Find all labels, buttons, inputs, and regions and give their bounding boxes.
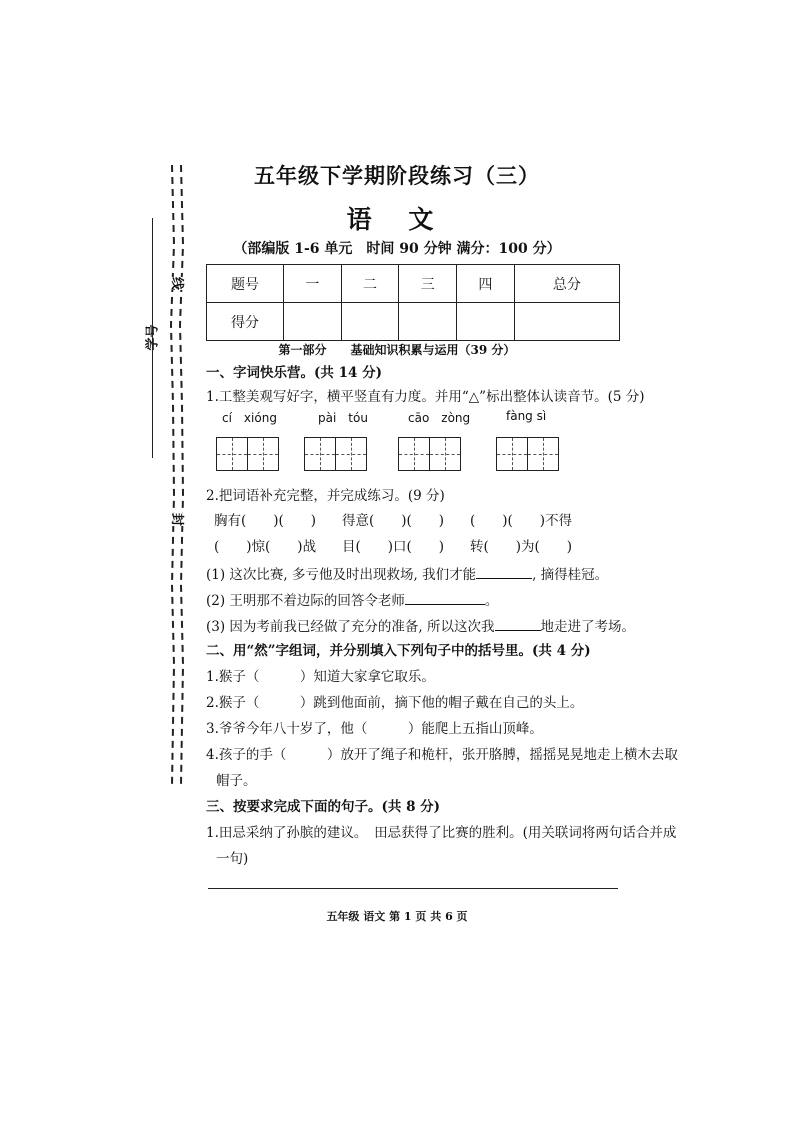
idiom-2[interactable]: 得意( )( ) <box>342 513 445 529</box>
idiom-5[interactable]: 目( )口( ) <box>342 539 445 555</box>
sentence-3-end: 地走进了考场。 <box>540 619 635 635</box>
score-header-cell: 四 <box>457 265 515 303</box>
idiom-6[interactable]: 转( )为( ) <box>470 539 573 555</box>
section2-title: 二、用“然”字组词，并分别填入下列句子中的括号里。(共 4 分) <box>206 643 591 659</box>
answer-blank[interactable] <box>495 616 541 631</box>
score-cell[interactable] <box>341 303 399 341</box>
answer-line[interactable] <box>208 888 618 889</box>
section2-q1[interactable]: 1.猴子（ ）知道大家拿它取乐。 <box>206 669 435 685</box>
sentence-1-start: (1) 这次比赛, 多亏他及时出现救场, 我们才能 <box>206 567 477 583</box>
page-footer: 五年级 语文 第 1 页 共 6 页 <box>326 910 468 923</box>
pinyin-3: cāo zòng <box>408 411 471 425</box>
pinyin-2: pài tóu <box>318 411 368 425</box>
score-cell[interactable] <box>284 303 342 341</box>
part-heading: 第一部分 基础知识积累与运用（39 分） <box>278 343 516 357</box>
score-row-label: 得分 <box>207 303 284 341</box>
section3-q1: 1.田忌采纳了孙膑的建议。 田忌获得了比赛的胜利。(用关联词将两句话合并成 <box>206 825 677 841</box>
pinyin-1: cí xióng <box>222 411 277 425</box>
writing-grid-4[interactable] <box>496 437 559 471</box>
page-title: 五年级下学期阶段练习（三） <box>254 163 540 188</box>
section1-title: 一、字词快乐营。(共 14 分) <box>206 365 382 381</box>
writing-grid-1[interactable] <box>216 437 279 471</box>
score-table-header-row <box>207 265 620 303</box>
section3-title: 三、按要求完成下面的句子。(共 8 分) <box>206 799 441 815</box>
idiom-4[interactable]: ( )惊( )战 <box>214 539 317 555</box>
answer-blank[interactable] <box>476 564 532 579</box>
score-cell[interactable] <box>514 303 619 341</box>
sentence-2 <box>206 590 498 610</box>
section2-q2[interactable]: 2.猴子（ ）跳到他面前，摘下他的帽子戴在自己的头上。 <box>206 695 584 711</box>
sentence-1-end: , 摘得桂冠。 <box>532 567 609 583</box>
section3-q1-cont: 一句) <box>216 851 249 867</box>
idiom-3[interactable]: ( )( )不得 <box>470 513 573 529</box>
section1-q2: 2.把词语补充完整，并完成练习。(9 分) <box>206 488 445 504</box>
score-cell[interactable] <box>399 303 457 341</box>
subject-title: 语 文 <box>346 205 448 234</box>
score-header-cell: 题号 <box>207 265 284 303</box>
exam-meta: （部编版 1-6 单元 时间 90 分钟 满分：100 分） <box>233 241 561 257</box>
score-header-cell: 总分 <box>514 265 619 303</box>
section2-q4-cont: 帽子。 <box>216 773 257 789</box>
student-id-label: 学号 <box>145 324 161 351</box>
score-table <box>206 264 620 341</box>
binding-line <box>168 165 198 785</box>
sentence-2-end: 。 <box>484 593 499 609</box>
idiom-1[interactable]: 胸有( )( ) <box>214 513 317 529</box>
section1-q1: 1.工整美观写好字，横平竖直有力度。并用“△”标出整体认读音节。(5 分) <box>206 389 645 405</box>
section2-q4[interactable]: 4.孩子的手（ ）放开了绳子和桅杆，张开胳膊，摇摇晃晃地走上横木去取 <box>206 747 678 763</box>
binding-char-feng: 封 <box>169 513 188 526</box>
score-header-cell: 二 <box>341 265 399 303</box>
score-table-score-row <box>207 303 620 341</box>
writing-grid-3[interactable] <box>398 437 461 471</box>
writing-grid-2[interactable] <box>304 437 367 471</box>
score-cell[interactable] <box>457 303 515 341</box>
section2-q3[interactable]: 3.爷爷今年八十岁了，他（ ）能爬上五指山顶峰。 <box>206 721 543 737</box>
score-header-cell: 三 <box>399 265 457 303</box>
binding-char-xian: 线 <box>169 277 188 290</box>
pinyin-4: fàng sì <box>506 409 547 423</box>
score-header-cell: 一 <box>284 265 342 303</box>
sentence-3 <box>206 616 635 636</box>
answer-blank[interactable] <box>405 590 485 605</box>
sentence-1 <box>206 564 608 584</box>
sentence-3-start: (3) 因为考前我已经做了充分的准备, 所以这次我 <box>206 619 495 635</box>
sentence-2-start: (2) 王明那不着边际的回答令老师 <box>206 593 405 609</box>
